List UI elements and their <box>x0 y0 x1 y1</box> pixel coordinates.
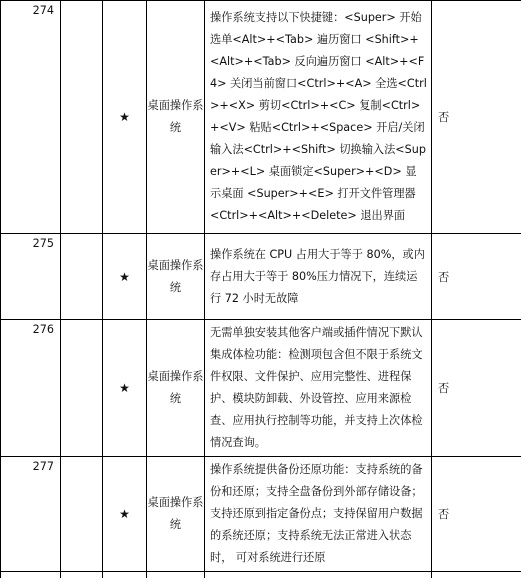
row-number: 275 <box>1 234 61 320</box>
row-number: 276 <box>1 320 61 457</box>
star-marker: ★ <box>103 320 147 457</box>
empty-cell <box>61 572 103 578</box>
table-row <box>1 320 521 457</box>
table-row <box>1 234 521 320</box>
requirement-text: 操作系统在 CPU 占用大于等于 80%，或内存占用大于等于 80%压力情况下，连续运行 72 小时无故障 <box>205 234 432 320</box>
requirement-text: 无需单独安装其他客户端或插件情况下默认集成体检功能：检测项包含但不限于系统文件权限、文件保护、应用完整性、进程保护、模块防卸载、外设管控、应用来源检查、应用执行控制等功能，并支持上次体检情况查询。 <box>205 320 432 457</box>
answer-cell: 否 <box>432 320 521 457</box>
empty-cell <box>61 234 103 320</box>
category-cell: 桌面操作系统 <box>147 457 205 572</box>
empty-cell <box>61 457 103 572</box>
star-marker: ★ <box>103 457 147 572</box>
empty-cell <box>103 572 147 578</box>
category-cell: 桌面操作系统 <box>147 234 205 320</box>
row-number: 274 <box>1 1 61 234</box>
answer-cell: 否 <box>432 234 521 320</box>
empty-cell <box>205 572 432 578</box>
empty-cell <box>61 1 103 234</box>
table-row-partial <box>1 572 521 578</box>
category-cell: 桌面操作系统 <box>147 320 205 457</box>
empty-cell <box>432 572 521 578</box>
category-cell: 桌面操作系统 <box>147 1 205 234</box>
requirement-text: 操作系统支持以下快捷键：<Super> 开始选单<Alt>+<Tab> 遍历窗口 <Shift>+<Alt>+<Tab> 反向遍历窗口 <Alt>+<F4> 关闭当前窗口<Ctrl>+<A> 全选<Ctrl>+<X> 剪切<Ctrl>+<C> 复制<Ctrl>+<V> 粘贴<Ctrl>+<Space> 开启/关闭输入法<Ctrl>+<Shift> 切换输入法<Super>+<L> 桌面锁定<Super>+<D> 显示桌面 <Super>+<E> 打开文件管理器 <Ctrl>+<Alt>+<Delete> 退出界面 <box>205 1 432 234</box>
star-marker: ★ <box>103 234 147 320</box>
answer-cell: 否 <box>432 457 521 572</box>
empty-cell <box>1 572 61 578</box>
row-number: 277 <box>1 457 61 572</box>
star-marker: ★ <box>103 1 147 234</box>
empty-cell <box>61 320 103 457</box>
answer-cell: 否 <box>432 1 521 234</box>
requirement-text: 操作系统提供备份还原功能：支持系统的备份和还原；支持全盘备份到外部存储设备；支持还原到指定备份点；支持保留用户数据的系统还原；支持系统无法正常进入状态时， 可对系统进行还原 <box>205 457 432 572</box>
empty-cell <box>147 572 205 578</box>
table-row <box>1 1 521 234</box>
table-row <box>1 457 521 572</box>
